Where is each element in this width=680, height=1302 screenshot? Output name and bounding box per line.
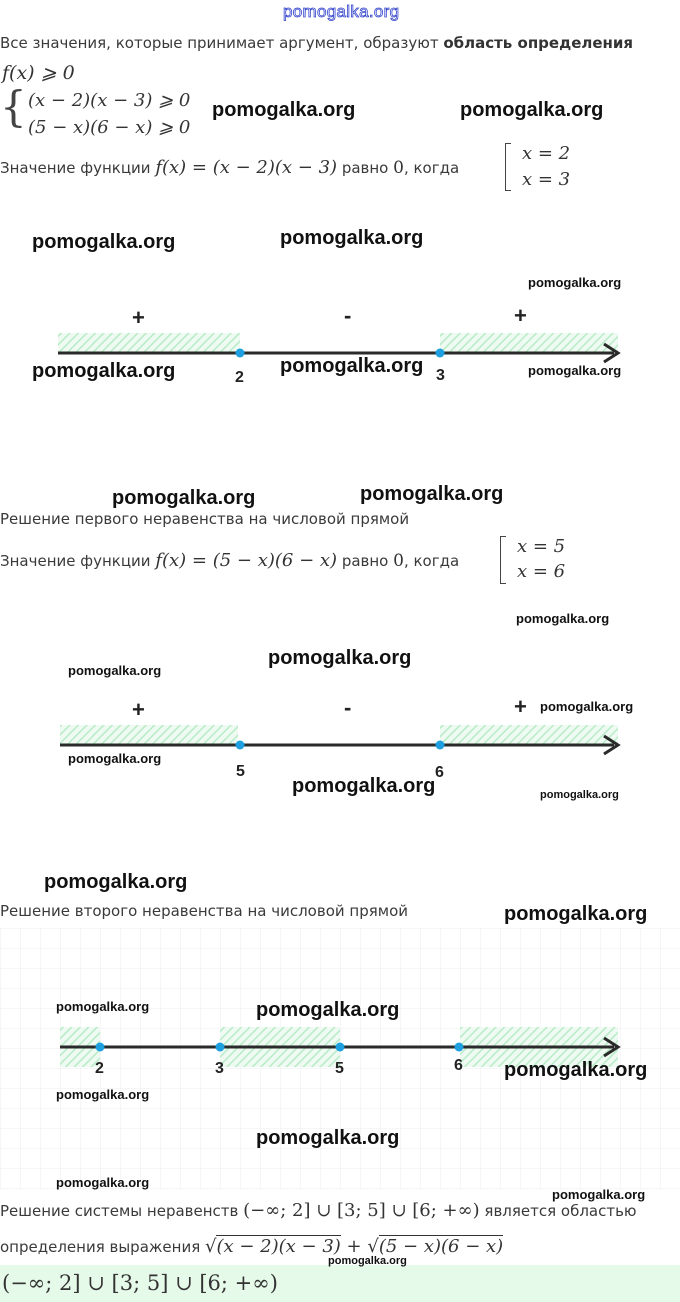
sign-minus: - xyxy=(344,695,352,720)
watermark: pomogalka.org xyxy=(112,487,256,509)
conclusion-line-2 xyxy=(0,1236,503,1257)
watermark: pomogalka.org xyxy=(528,275,622,290)
roots-bracket-1 xyxy=(505,143,511,191)
system-brace: { xyxy=(0,82,27,131)
zero1-prefix: Значение функции xyxy=(0,159,156,177)
root-2: x = 2 xyxy=(522,143,571,164)
root-5: x = 5 xyxy=(517,536,566,557)
root-6: x = 6 xyxy=(517,561,566,582)
caption-second-inequality: Решение второго неравенства на числовой прямой xyxy=(0,902,408,920)
zero-sentence-1 xyxy=(0,157,459,178)
watermark: pomogalka.org xyxy=(256,1127,400,1149)
tick-point-5 xyxy=(336,1043,345,1052)
answer-box xyxy=(0,1265,680,1302)
tick-label-3: 3 xyxy=(215,1060,224,1077)
zero1-middle: равно xyxy=(337,159,394,177)
sign-plus-right: + xyxy=(514,303,527,328)
zero2-zero: 0 xyxy=(393,551,404,571)
zero1-suffix: , когда xyxy=(403,159,460,177)
hatch-left xyxy=(60,725,238,745)
root-3: x = 3 xyxy=(522,169,571,190)
conclusion-suffix: является областью xyxy=(479,1202,637,1220)
sign-plus-right: + xyxy=(514,694,527,719)
conclusion-line-1 xyxy=(0,1200,637,1221)
watermark: pomogalka.org xyxy=(32,360,176,382)
watermark: pomogalka.org xyxy=(256,999,400,1021)
intro-text xyxy=(0,34,633,52)
tick-label-6: 6 xyxy=(435,764,444,781)
tick-label-5: 5 xyxy=(236,763,245,780)
tick-point-2 xyxy=(236,349,245,358)
system-line-2: (5 − x)(6 − x) ⩾ 0 xyxy=(28,117,191,138)
radical-1-content: (x − 2)(x − 3) xyxy=(216,1236,341,1257)
tick-point-6 xyxy=(455,1043,464,1052)
conclusion-line2-prefix: определения выражения xyxy=(0,1238,205,1256)
roots-bracket-2 xyxy=(500,536,506,584)
watermark: pomogalka.org xyxy=(280,227,424,249)
hatch-right xyxy=(440,333,618,353)
watermark: pomogalka.org xyxy=(360,483,504,505)
watermark: pomogalka.org xyxy=(528,363,622,378)
watermark: pomogalka.org xyxy=(460,99,604,121)
sign-minus: - xyxy=(344,303,352,328)
watermark: pomogalka.org xyxy=(540,789,619,801)
zero-sentence-2 xyxy=(0,550,459,571)
tick-label-2: 2 xyxy=(95,1060,104,1077)
watermark: pomogalka.org xyxy=(292,775,436,797)
zero2-prefix: Значение функции xyxy=(0,552,156,570)
watermark: pomogalka.org xyxy=(44,871,188,893)
domain-expression: f(x) ⩾ 0 xyxy=(2,62,75,84)
zero1-zero: 0 xyxy=(393,158,404,178)
hatch-left xyxy=(58,333,240,353)
conclusion-plus: + xyxy=(340,1236,368,1257)
watermark: pomogalka.org xyxy=(280,355,424,377)
radical-2: √(5 − x)(6 − x) xyxy=(367,1236,504,1257)
tick-label-5: 5 xyxy=(335,1060,344,1077)
radical-1: √(x − 2)(x − 3) xyxy=(204,1236,341,1257)
answer-text: (−∞; 2] ∪ [3; 5] ∪ [6; +∞) xyxy=(2,1271,278,1295)
tick-label-3: 3 xyxy=(436,367,445,384)
zero2-middle: равно xyxy=(337,552,394,570)
conclusion-set: (−∞; 2] ∪ [3; 5] ∪ [6; +∞) xyxy=(243,1200,480,1221)
zero1-func: f(x) = (x − 2)(x − 3) xyxy=(155,157,338,178)
site-logo: pomogalka.org xyxy=(283,2,400,21)
watermark: pomogalka.org xyxy=(516,611,610,626)
tick-label-6: 6 xyxy=(454,1057,463,1074)
caption-first-inequality: Решение первого неравенства на числовой прямой xyxy=(0,510,410,528)
watermark: pomogalka.org xyxy=(328,1255,407,1267)
watermark: pomogalka.org xyxy=(56,1087,150,1102)
watermark: pomogalka.org xyxy=(552,1187,646,1202)
hatch-right xyxy=(440,725,618,745)
tick-point-5 xyxy=(236,741,245,750)
tick-label-2: 2 xyxy=(235,369,244,386)
watermark: pomogalka.org xyxy=(56,1175,150,1190)
number-line-1 xyxy=(0,300,680,400)
zero2-suffix: , когда xyxy=(403,552,460,570)
tick-point-3 xyxy=(436,349,445,358)
watermark: pomogalka.org xyxy=(32,231,176,253)
zero2-func: f(x) = (5 − x)(6 − x) xyxy=(155,550,338,571)
radical-2-content: (5 − x)(6 − x) xyxy=(378,1236,504,1257)
system-line-1: (x − 2)(x − 3) ⩾ 0 xyxy=(28,90,191,111)
watermark: pomogalka.org xyxy=(68,751,162,766)
sign-plus-left: + xyxy=(132,305,145,330)
tick-point-2 xyxy=(96,1043,105,1052)
watermark: pomogalka.org xyxy=(68,663,162,678)
tick-point-6 xyxy=(436,741,445,750)
watermark: pomogalka.org xyxy=(504,903,648,925)
watermark: pomogalka.org xyxy=(212,99,356,121)
watermark: pomogalka.org xyxy=(540,699,634,714)
intro-bold: область определения xyxy=(443,34,634,52)
watermark: pomogalka.org xyxy=(56,999,150,1014)
sign-plus-left: + xyxy=(132,697,145,722)
watermark: pomogalka.org xyxy=(504,1059,648,1081)
conclusion-prefix: Решение системы неравенств xyxy=(0,1202,244,1220)
intro-plain: Все значения, которые принимает аргумент, образуют xyxy=(0,34,444,52)
watermark: pomogalka.org xyxy=(268,647,412,669)
tick-point-3 xyxy=(216,1043,225,1052)
